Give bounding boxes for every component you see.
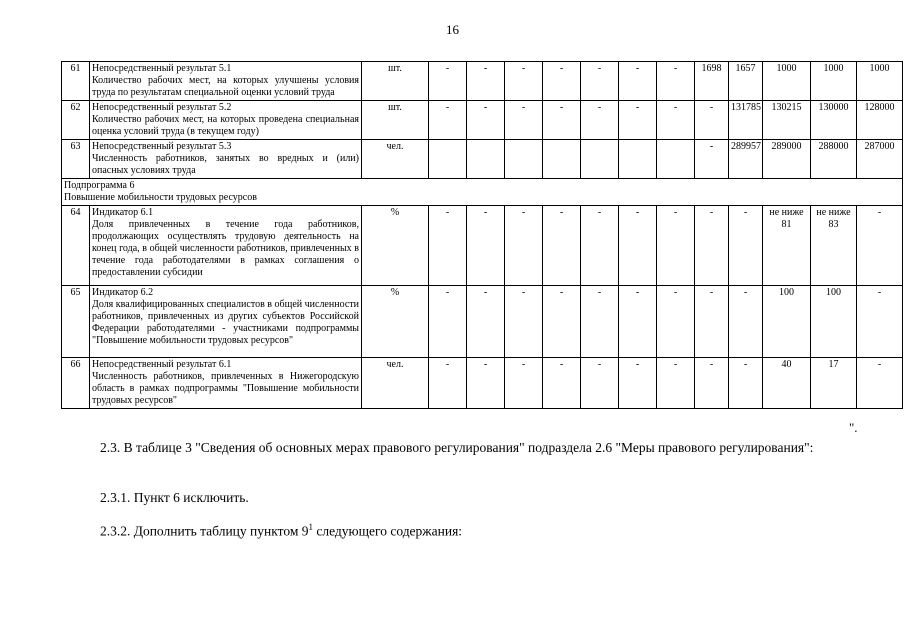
unit-cell: шт. — [362, 62, 429, 101]
value-cell: - — [619, 206, 657, 286]
value-cell: - — [729, 358, 763, 409]
value-cell: 17 — [811, 358, 857, 409]
value-cell: - — [695, 140, 729, 179]
indicator-name-cell — [90, 358, 362, 409]
value-cell: 130215 — [763, 101, 811, 140]
value-cell: - — [695, 358, 729, 409]
value-cell: 289000 — [763, 140, 811, 179]
row-number-cell: 65 — [62, 286, 90, 358]
value-cell — [543, 140, 581, 179]
value-cell — [657, 140, 695, 179]
indicator-title: Индикатор 6.2 — [92, 287, 154, 298]
value-cell: - — [581, 101, 619, 140]
paragraph-2-3-2-superscript: 1 — [308, 522, 313, 532]
value-cell: - — [857, 358, 903, 409]
value-cell: 131785 — [729, 101, 763, 140]
value-cell: - — [467, 358, 505, 409]
value-cell: - — [581, 206, 619, 286]
value-cell: 289957 — [729, 140, 763, 179]
value-cell: - — [619, 101, 657, 140]
value-cell: - — [657, 206, 695, 286]
unit-cell: чел. — [362, 358, 429, 409]
table-row — [62, 206, 903, 286]
paragraph-2-3-2 — [100, 515, 860, 544]
value-cell — [581, 140, 619, 179]
unit-cell: % — [362, 286, 429, 358]
value-cell: 128000 — [857, 101, 903, 140]
value-cell: - — [543, 62, 581, 101]
value-cell: - — [505, 62, 543, 101]
value-cell: - — [619, 286, 657, 358]
indicator-name-cell — [90, 286, 362, 358]
value-cell: - — [543, 358, 581, 409]
value-cell: - — [729, 206, 763, 286]
row-number-cell: 62 — [62, 101, 90, 140]
value-cell: - — [581, 358, 619, 409]
section-heading-line: Подпрограмма 6 — [64, 180, 135, 191]
value-cell: 100 — [763, 286, 811, 358]
value-cell: - — [505, 358, 543, 409]
closing-quote-mark: ". — [849, 420, 858, 435]
unit-cell: шт. — [362, 101, 429, 140]
value-cell: - — [581, 62, 619, 101]
indicator-description: Доля привлеченных в течение года работников, продолжающих осуществлять трудовую деятельность на конец года, в общей численности работников, привлеченных в течение года работодателями в рамках соглашения о предоставлении субсидии — [92, 219, 359, 278]
value-cell: не ниже 83 — [811, 206, 857, 286]
paragraph-2-3-1: 2.3.1. Пункт 6 исключить. — [100, 490, 249, 505]
indicator-title: Индикатор 6.1 — [92, 207, 154, 218]
indicator-name-cell — [90, 101, 362, 140]
indicator-description: Количество рабочих мест, на которых проведена специальная оценка условий труда (в текущем году) — [92, 114, 359, 137]
indicator-title: Непосредственный результат 5.3 — [92, 141, 232, 152]
table-row — [62, 101, 903, 140]
value-cell — [467, 140, 505, 179]
indicator-title: Непосредственный результат 6.1 — [92, 359, 232, 370]
paragraph-2-3: 2.3. В таблице 3 "Сведения об основных мерах правового регулирования" подраздела 2.6 "Меры правового регулирования": — [100, 440, 814, 455]
value-cell: 130000 — [811, 101, 857, 140]
indicator-description: Численность работников, привлеченных в Нижегородскую область в рамках подпрограммы "Повышение мобильности трудовых ресурсов" — [92, 371, 359, 406]
value-cell: - — [467, 101, 505, 140]
value-cell: не ниже 81 — [763, 206, 811, 286]
section-heading-line: Повышение мобильности трудовых ресурсов — [64, 192, 257, 203]
indicators-table — [61, 61, 903, 409]
page-number: 16 — [446, 22, 459, 37]
value-cell: - — [657, 358, 695, 409]
value-cell: - — [543, 206, 581, 286]
value-cell: 1000 — [811, 62, 857, 101]
value-cell: - — [657, 101, 695, 140]
table-row — [62, 140, 903, 179]
value-cell — [429, 140, 467, 179]
unit-cell: % — [362, 206, 429, 286]
row-number-cell: 64 — [62, 206, 90, 286]
value-cell: - — [619, 62, 657, 101]
indicator-name-cell — [90, 62, 362, 101]
value-cell: 1000 — [763, 62, 811, 101]
indicator-description: Доля квалифицированных специалистов в общей численности работников, привлеченных из других субъектов Российской Федерации работодателями - участниками подпрограммы "Повышение мобильности трудовых ресурсов" — [92, 299, 359, 346]
value-cell: - — [695, 206, 729, 286]
row-number-cell: 63 — [62, 140, 90, 179]
value-cell: 1000 — [857, 62, 903, 101]
row-number-cell: 66 — [62, 358, 90, 409]
value-cell: - — [467, 206, 505, 286]
table-section-row — [62, 179, 903, 206]
value-cell: - — [429, 286, 467, 358]
value-cell: 287000 — [857, 140, 903, 179]
value-cell: - — [695, 101, 729, 140]
indicator-title: Непосредственный результат 5.2 — [92, 102, 232, 113]
value-cell — [505, 140, 543, 179]
paragraph-2-3-2-text: 2.3.2. Дополнить таблицу пунктом 9 — [100, 523, 309, 539]
value-cell: - — [695, 286, 729, 358]
row-number-cell: 61 — [62, 62, 90, 101]
indicator-title: Непосредственный результат 5.1 — [92, 63, 232, 74]
value-cell: 100 — [811, 286, 857, 358]
table-row — [62, 62, 903, 101]
section-heading-cell — [62, 179, 903, 206]
value-cell: 1698 — [695, 62, 729, 101]
value-cell: - — [657, 62, 695, 101]
value-cell: 288000 — [811, 140, 857, 179]
value-cell: - — [429, 206, 467, 286]
value-cell: 1657 — [729, 62, 763, 101]
value-cell: - — [505, 101, 543, 140]
value-cell: - — [429, 101, 467, 140]
value-cell: - — [505, 206, 543, 286]
indicator-description: Численность работников, занятых во вредных и (или) опасных условиях труда — [92, 153, 359, 176]
value-cell: - — [543, 101, 581, 140]
value-cell: - — [467, 62, 505, 101]
value-cell — [619, 140, 657, 179]
value-cell: - — [729, 286, 763, 358]
value-cell: - — [429, 358, 467, 409]
table-row — [62, 286, 903, 358]
value-cell: - — [857, 286, 903, 358]
value-cell: - — [467, 286, 505, 358]
indicator-name-cell — [90, 140, 362, 179]
indicator-description: Количество рабочих мест, на которых улучшены условия труда по результатам специальной оценки условий труда — [92, 75, 359, 98]
value-cell: - — [857, 206, 903, 286]
value-cell: 40 — [763, 358, 811, 409]
paragraph-2-3-2-text-end: следующего содержания: — [313, 523, 463, 539]
value-cell: - — [505, 286, 543, 358]
indicator-name-cell — [90, 206, 362, 286]
value-cell: - — [657, 286, 695, 358]
value-cell: - — [543, 286, 581, 358]
value-cell: - — [429, 62, 467, 101]
table-body — [62, 62, 903, 409]
value-cell: - — [619, 358, 657, 409]
table-row — [62, 358, 903, 409]
unit-cell: чел. — [362, 140, 429, 179]
value-cell: - — [581, 286, 619, 358]
